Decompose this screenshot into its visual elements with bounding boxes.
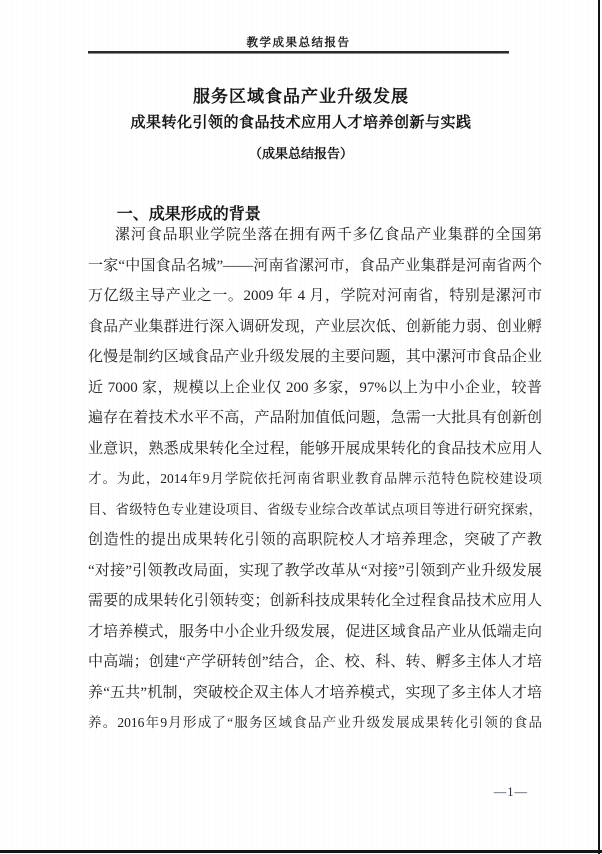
body-line: 化慢是制约区域食品产业升级发展的主要问题，其中漯河市食品企业 [88,349,542,365]
header-rule [88,51,509,54]
body-line: 养“五共”机制，突破校企双主体人才培养模式，实现了多主体人才培 [88,684,542,701]
body-line: 漯河食品职业学院坐落在拥有两千多亿食品产业集群的全国第 [115,227,542,243]
body-line: 养。2016年9月形成了“服务区域食品产业升级发展成果转化引领的食品 [88,715,542,730]
body-line: 一家“中国食品名城”——河南省漯河市，食品产业集群是河南省两个 [88,257,542,274]
body-line: 需要的成果转化引领转变；创新科技成果转化全过程食品技术应用人 [88,593,542,609]
scan-edge-right [598,0,600,854]
body-line: “对接”引领教改局面，实现了教学改革从“对接”引领到产业升级发展 [88,562,542,579]
doc-title-line-1: 服务区域食品产业升级发展 [193,87,409,106]
doc-title-line-2: 成果转化引领的食品技术应用人才培养创新与实践 [130,115,472,131]
body-line: 才培养模式，服务中小企业升级发展，促进区域食品产业从低端走向 [88,623,542,640]
body-line: 才。为此，2014年9月学院依托河南省职业教育品牌示范特色院校建设项 [88,471,542,486]
section-heading: 一、成果形成的背景 [116,206,261,223]
body-paragraph [88,220,542,739]
body-line: 万亿级主导产业之一。2009 年 4 月，学院对河南省，特别是漯河市 [88,288,542,304]
page-number: —1— [493,785,528,799]
body-line: 目、省级特色专业建设项目、省级专业综合改革试点项目等进行研究探索， [88,501,542,517]
body-line: 遍存在着技术水平不高，产品附加值低问题，急需一大批具有创新创 [88,410,542,426]
page-header-title: 教学成果总结报告 [246,37,351,49]
scan-edge-bottom [0,850,602,853]
doc-subtitle: （成果总结报告） [248,146,353,161]
body-line: 食品产业集群进行深入调研发现，产业层次低、创新能力弱、创业孵 [88,318,542,335]
body-line: 创造性的提出成果转化引领的高职院校人才培养理念，突破了产教 [88,532,542,548]
body-line: 业意识，熟悉成果转化全过程，能够开展成果转化的食品技术应用人 [88,440,542,457]
body-line: 近 7000 家，规模以上企业仅 200 多家，97%以上为中小企业，较普 [88,379,542,396]
body-line: 中高端；创建“产学研转创”结合，企、校、科、转、孵多主体人才培 [88,654,542,670]
